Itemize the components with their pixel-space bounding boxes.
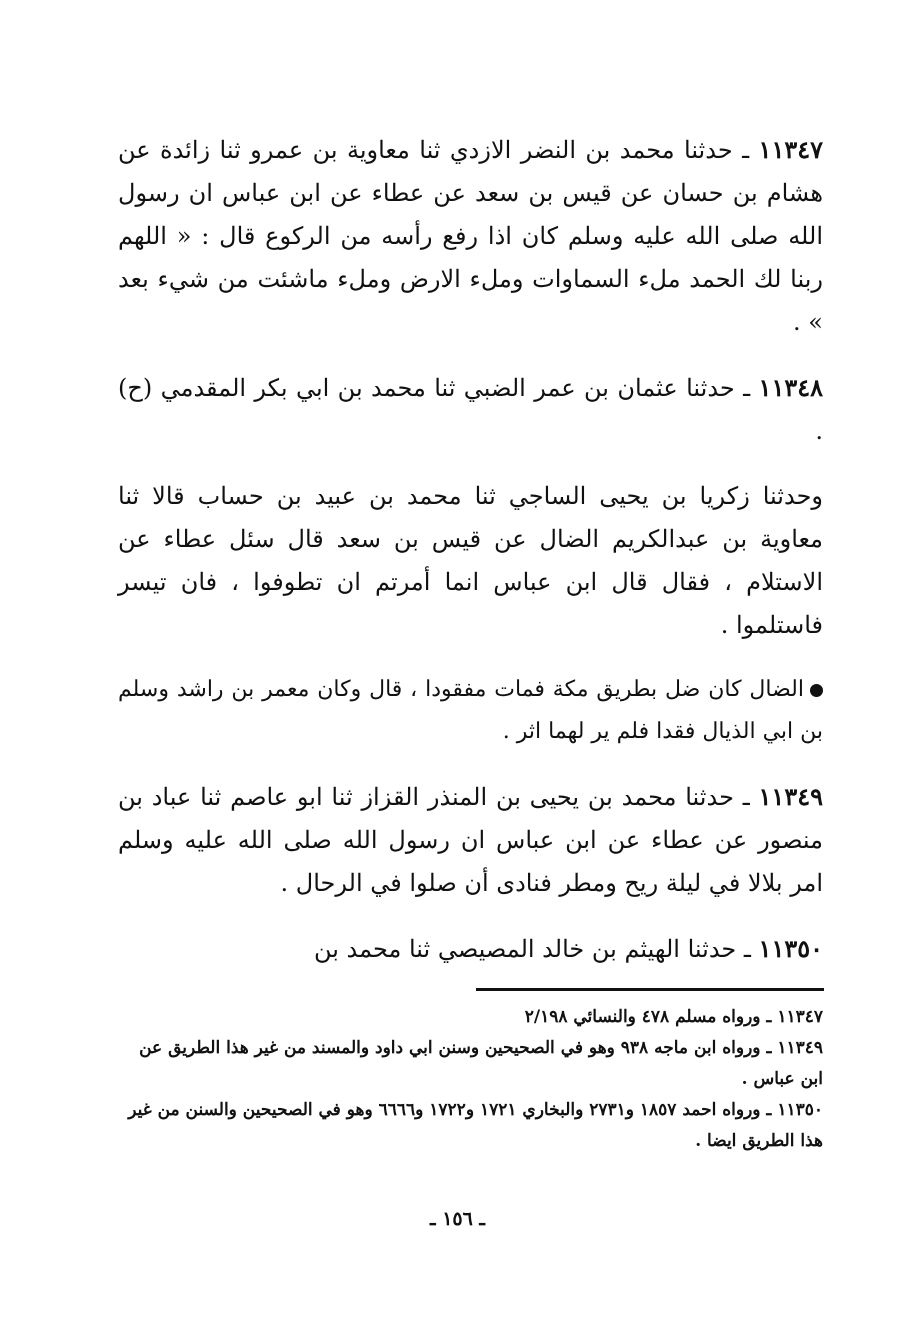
hadith-11348-continued [118,475,823,647]
bullet-icon [810,684,823,697]
hadith-text: ـ حدثنا محمد بن النضر الازدي ثنا معاوية بن عمرو ثنا زائدة عن هشام بن حسان عن قيس بن سعد عن عطاء عن ابن عباس ان رسول الله صلى الله عليه وسلم كان اذا رفع رأسه من الركوع قال : « اللهم ربنا لك الحمد ملء السماوات وملء الارض وملء ماشئت من شيء بعد » . [118,136,823,336]
hadith-11347 [118,128,823,344]
hadith-number: ١١٣٤٧ [758,135,823,164]
page-number: ـ ١٥٦ ـ [430,1208,485,1230]
hadith-11348 [118,366,823,453]
hadith-number: ١١٣٥٠ [758,934,823,963]
hadith-text: وحدثنا زكريا بن يحيى الساجي ثنا محمد بن عبيد بن حساب قالا ثنا معاوية بن عبدالكريم الضال عن قيس بن سعد قال سئل عطاء عن الاستلام ، فقال قال ابن عباس انما أمرتم ان تطوفوا ، فان تيسر فاستلموا . [118,482,823,639]
footnote-11350: ١١٣٥٠ ـ ورواه احمد ١٨٥٧ و٢٧٣١ والبخاري ١٧٢١ و١٧٢٢ و٦٦٦٦ وهو في الصحيحين والسنن من غير هذا الطريق ايضا . [128,1100,823,1151]
note-text: الضال كان ضل بطريق مكة فمات مفقودا ، قال وكان معمر بن راشد وسلم بن ابي الذيال فقدا فلم ير لهما اثر . [118,677,823,744]
main-text [118,128,823,993]
footnote-11347: ١١٣٤٧ ـ ورواه مسلم ٤٧٨ والنسائي ٢/١٩٨ [524,1007,823,1027]
hadith-11350 [118,927,823,971]
hadith-number: ١١٣٤٨ [758,373,823,402]
hadith-text: ـ حدثنا الهيثم بن خالد المصيصي ثنا محمد بن [313,935,751,963]
footnote-divider [476,988,824,991]
hadith-text: ـ حدثنا عثمان بن عمر الضبي ثنا محمد بن ابي بكر المقدمي (ح) . [118,374,823,445]
explanatory-note [118,669,823,753]
hadith-number: ١١٣٤٩ [758,782,823,811]
footnote-11349: ١١٣٤٩ ـ ورواه ابن ماجه ٩٣٨ وهو في الصحيحين وسنن ابي داود والمسند من غير هذا الطريق عن ابن عباس . [139,1038,823,1089]
hadith-text: ـ حدثنا محمد بن يحيى بن المنذر القزاز ثنا ابو عاصم ثنا عباد بن منصور عن عطاء عن ابن عباس ان رسول الله صلى الله عليه وسلم امر بلالا في ليلة ريح ومطر فنادى أن صلوا في الرحال . [118,783,823,897]
hadith-11349 [118,775,823,905]
footnotes [118,1002,823,1157]
